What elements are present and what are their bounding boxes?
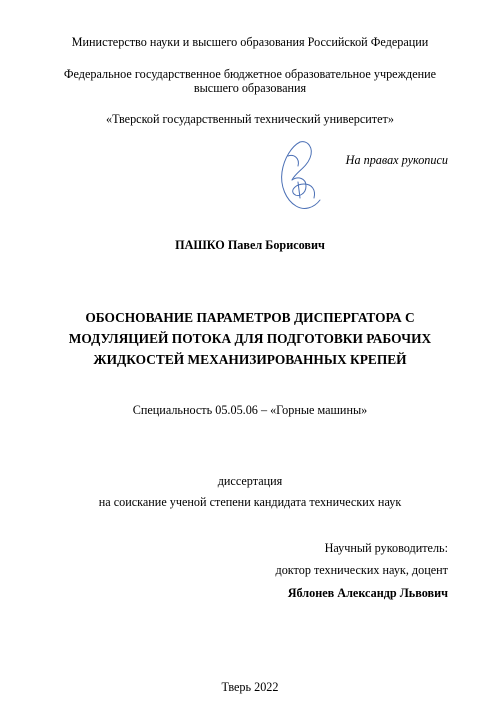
title-line-1: ОБОСНОВАНИЕ ПАРАМЕТРОВ ДИСПЕРГАТОРА С [85,310,415,325]
supervisor-position: доктор технических наук, доцент [275,563,448,577]
specialty-line: Специальность 05.05.06 – «Горные машины» [132,403,368,417]
supervisor-name: Яблонев Александр Львович [287,586,448,600]
supervisor-label: Научный руководитель: [324,541,448,555]
signature-icon [270,136,336,218]
university-name: «Тверской государственный технический университет» [106,112,394,126]
manuscript-note: На правах рукописи [345,153,448,167]
title-line-2: МОДУЛЯЦИЕЙ ПОТОКА ДЛЯ ПОДГОТОВКИ РАБОЧИХ [68,331,432,346]
city-year: Тверь 2022 [221,680,279,694]
degree-line: на соискание ученой степени кандидата технических наук [98,495,402,509]
title-line-3: ЖИДКОСТЕЙ МЕХАНИЗИРОВАННЫХ КРЕПЕЙ [93,352,407,367]
institution-line-2: высшего образования [193,81,307,95]
work-type: диссертация [217,474,283,488]
author-name: ПАШКО Павел Борисович [175,238,325,252]
ministry-line: Министерство науки и высшего образования Российской Федерации [71,35,429,49]
institution-line-1: Федеральное государственное бюджетное образовательное учреждение [63,67,437,81]
